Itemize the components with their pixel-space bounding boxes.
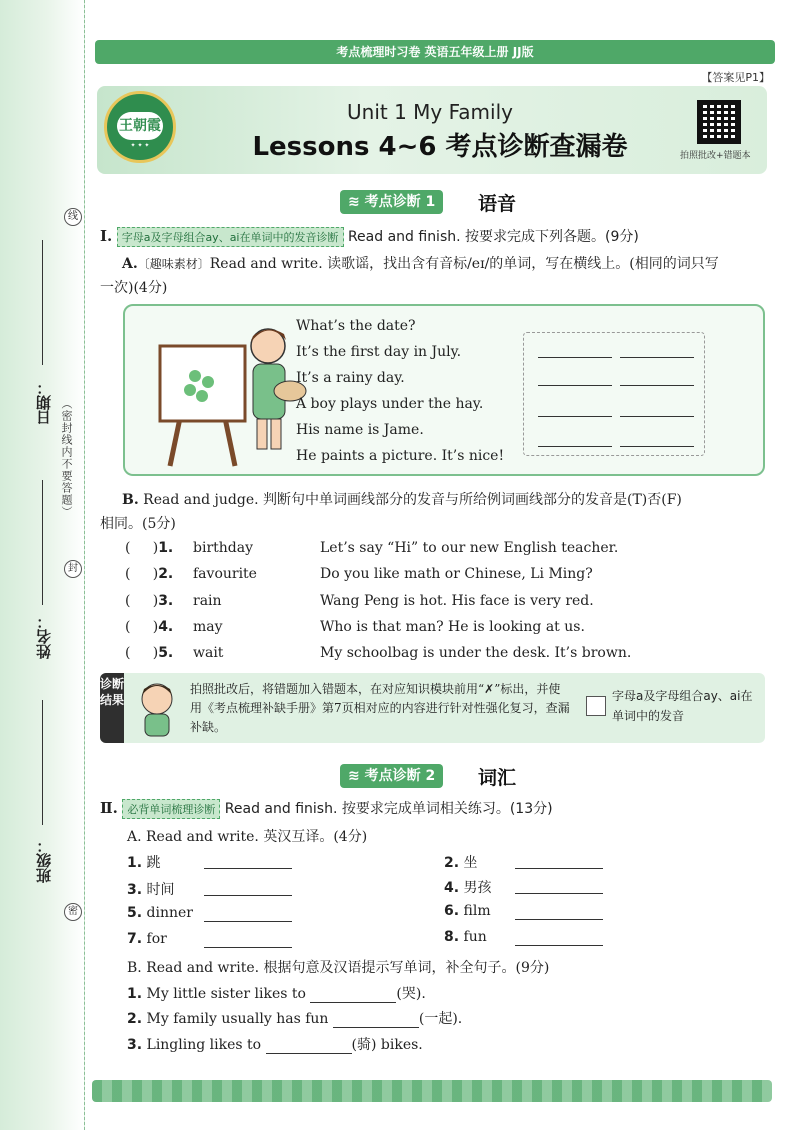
vocab-word: film — [463, 903, 491, 919]
page-title: Lessons 4~6 考点诊断查漏卷 — [252, 132, 628, 162]
judge-sentence: Wang Peng is hot. His face is very red. — [320, 593, 594, 609]
fill-number: 1. — [127, 986, 143, 1002]
seal-mark-xian: 线 — [64, 208, 82, 226]
fill-sentence — [127, 1034, 423, 1054]
vocab-number: 5. — [127, 905, 143, 921]
judge-example-word: birthday — [193, 540, 253, 556]
judge-number: 5. — [158, 645, 174, 661]
section-1-header — [0, 190, 800, 220]
judge-number: 4. — [158, 619, 174, 635]
vocab-blank[interactable] — [204, 921, 292, 922]
section-2-title: 词汇 — [478, 767, 517, 789]
chant-line-5: His name is Jame. — [296, 422, 424, 438]
answer-blank[interactable] — [620, 416, 694, 417]
fill-sentence — [127, 1008, 462, 1028]
vocab-word: for — [146, 931, 167, 947]
fill-hint: (一起). — [418, 1011, 463, 1027]
knowledge-point-label: 字母a及字母组合ay、ai在单词中的发音 — [612, 689, 753, 723]
judge-row — [125, 540, 173, 556]
vocab-word: dinner — [146, 905, 193, 921]
part-a-instruction — [122, 253, 719, 273]
vocab-number: 8. — [444, 929, 460, 945]
brand-logo-text: 王朝霞 — [117, 112, 163, 140]
vocab-item — [444, 877, 492, 897]
question-1-number: Ⅰ. — [100, 227, 113, 245]
answer-paren[interactable]: ( ) — [125, 593, 159, 609]
vocab-number: 2. — [444, 855, 460, 871]
question-2-instruction: Read and finish. 按要求完成单词相关练习。(13分) — [224, 801, 553, 817]
class-label: 班级： — [35, 838, 53, 883]
fill-sentence — [127, 983, 426, 1003]
vocab-blank[interactable] — [515, 893, 603, 894]
vocab-item — [444, 929, 487, 945]
vocab-word: fun — [463, 929, 487, 945]
brand-logo-laurel-icon: ✦ ✦ ✦ — [130, 142, 150, 149]
name-label: 姓名： — [35, 614, 53, 659]
answer-blank[interactable] — [620, 357, 694, 358]
answer-blank[interactable] — [538, 446, 612, 447]
fill-text: My little sister likes to — [146, 986, 306, 1002]
part-a-label: A. — [122, 256, 138, 272]
chant-line-1: What’s the date? — [296, 318, 416, 334]
question-2-number: Ⅱ. — [100, 799, 118, 817]
vocab-item — [127, 852, 161, 872]
fill-blank[interactable] — [333, 1011, 419, 1028]
part-a-instruction-cont: 一次)(4分) — [100, 280, 168, 296]
vocab-number: 1. — [127, 855, 143, 871]
fill-text: Lingling likes to — [146, 1037, 262, 1053]
vocab-part-b-instruction: B. Read and write. 根据句意及汉语提示写单词，补全句子。(9分) — [127, 960, 550, 976]
part-a-text: Read and write. 读歌谣，找出含有音标/eɪ/的单词，写在横线上。(相同的词只写 — [209, 256, 719, 272]
answer-paren[interactable]: ( ) — [125, 540, 159, 556]
bottom-decoration — [92, 1080, 772, 1102]
answer-paren[interactable]: ( ) — [125, 619, 159, 635]
fill-hint: (哭). — [396, 986, 426, 1002]
fill-hint: (骑) bikes. — [351, 1037, 423, 1053]
part-b-text: Read and judge. 判断句中单词画线部分的发音与所给例词画线部分的发音是(T)否(F) — [143, 492, 682, 508]
date-line[interactable] — [42, 240, 43, 365]
qr-code-icon[interactable] — [697, 100, 741, 144]
fill-blank[interactable] — [310, 986, 396, 1003]
judge-sentence: My schoolbag is under the desk. It’s brown. — [320, 645, 632, 661]
fill-blank[interactable] — [266, 1037, 352, 1054]
vocab-item — [127, 905, 193, 921]
judge-row — [125, 619, 173, 635]
student-avatar-icon — [132, 677, 182, 739]
vocab-word: 坐 — [463, 855, 478, 871]
part-b-instruction-cont: 相同。(5分) — [100, 516, 176, 532]
question-1-heading — [100, 226, 639, 247]
fill-number: 2. — [127, 1011, 143, 1027]
answer-reference: 【答案见P1】 — [701, 71, 770, 84]
vocab-blank[interactable] — [204, 868, 292, 869]
vocab-blank[interactable] — [515, 868, 603, 869]
diagnosis-label: 诊断结果 — [100, 673, 124, 743]
answer-blank[interactable] — [538, 357, 612, 358]
chant-line-6: He paints a picture. It’s nice! — [296, 448, 505, 464]
seal-line-note: （密封线内不要答题） — [60, 398, 73, 518]
vocab-blank[interactable] — [515, 919, 603, 920]
vocab-item — [127, 931, 167, 947]
knowledge-point-checkbox[interactable] — [586, 696, 606, 716]
vocab-blank[interactable] — [204, 947, 292, 948]
judge-row — [125, 593, 173, 609]
section-1-badge: ≋ 考点诊断 1 — [340, 190, 443, 214]
vocab-blank[interactable] — [515, 945, 603, 946]
judge-row — [125, 645, 173, 661]
section-2-badge: ≋ 考点诊断 2 — [340, 764, 443, 788]
part-a-tag: 〔趣味素材〕 — [137, 257, 210, 271]
part-b-label: B. — [122, 492, 139, 508]
class-line[interactable] — [42, 700, 43, 825]
vocab-word: 跳 — [146, 855, 161, 871]
fill-text: My family usually has fun — [146, 1011, 329, 1027]
judge-number: 1. — [158, 540, 174, 556]
answer-blank[interactable] — [538, 416, 612, 417]
answer-blank[interactable] — [538, 385, 612, 386]
vocab-part-a-instruction: A. Read and write. 英汉互译。(4分) — [127, 829, 368, 845]
chant-line-4: A boy plays under the hay. — [296, 396, 484, 412]
name-line[interactable] — [42, 480, 43, 605]
fill-number: 3. — [127, 1037, 143, 1053]
boy-painting-illustration — [150, 316, 310, 476]
vocab-number: 7. — [127, 931, 143, 947]
vocab-item — [444, 852, 478, 872]
question-2-tag: 必背单词梳理诊断 — [122, 799, 220, 819]
judge-sentence: Do you like math or Chinese, Li Ming? — [320, 566, 593, 582]
diagnosis-instructions: 拍照批改后，将错题加入错题本，在对应知识模块前用“✗”标出，并使用《考点梳理补缺手册》第7页相对应的内容进行针对性强化复习，查漏补缺。 — [190, 682, 570, 734]
seal-mark-mi: 密 — [64, 903, 82, 921]
chant-line-2: It’s the first day in July. — [296, 344, 462, 360]
vocab-word: 男孩 — [463, 880, 492, 896]
answer-paren[interactable]: ( ) — [125, 645, 159, 661]
date-label: 日期： — [35, 380, 53, 425]
vocab-item — [127, 879, 175, 899]
judge-row — [125, 566, 173, 582]
answer-blanks-box — [523, 332, 705, 456]
series-banner — [95, 40, 775, 64]
brand-logo — [104, 91, 176, 163]
judge-number: 3. — [158, 593, 174, 609]
answer-paren[interactable]: ( ) — [125, 566, 159, 582]
vocab-word: 时间 — [146, 882, 175, 898]
series-banner-text: 考点梳理时习卷 英语五年级上册 JJ版 — [336, 45, 534, 59]
section-1-title: 语音 — [478, 193, 517, 215]
answer-blank[interactable] — [620, 446, 694, 447]
unit-title: Unit 1 My Family — [347, 100, 513, 124]
vocab-number: 6. — [444, 903, 460, 919]
judge-sentence: Let’s say “Hi” to our new English teacher. — [320, 540, 619, 556]
judge-example-word: rain — [193, 593, 222, 609]
chant-line-3: It’s a rainy day. — [296, 370, 405, 386]
judge-example-word: favourite — [193, 566, 257, 582]
judge-example-word: wait — [193, 645, 224, 661]
vocab-blank[interactable] — [204, 895, 292, 896]
vocab-number: 4. — [444, 880, 460, 896]
seal-mark-feng: 封 — [64, 560, 82, 578]
judge-example-word: may — [193, 619, 223, 635]
vocab-item — [444, 903, 491, 919]
qr-label: 拍照批改+错题本 — [680, 151, 751, 161]
question-1-tag: 字母a及字母组合ay、ai在单词中的发音诊断 — [117, 227, 344, 247]
part-b-instruction — [122, 489, 682, 509]
question-1-instruction: Read and finish. 按要求完成下列各题。(9分) — [347, 229, 639, 245]
judge-sentence: Who is that man? He is looking at us. — [320, 619, 585, 635]
vocab-number: 3. — [127, 882, 143, 898]
judge-number: 2. — [158, 566, 174, 582]
answer-blank[interactable] — [620, 385, 694, 386]
question-2-heading — [100, 798, 553, 819]
section-2-header — [0, 764, 800, 794]
